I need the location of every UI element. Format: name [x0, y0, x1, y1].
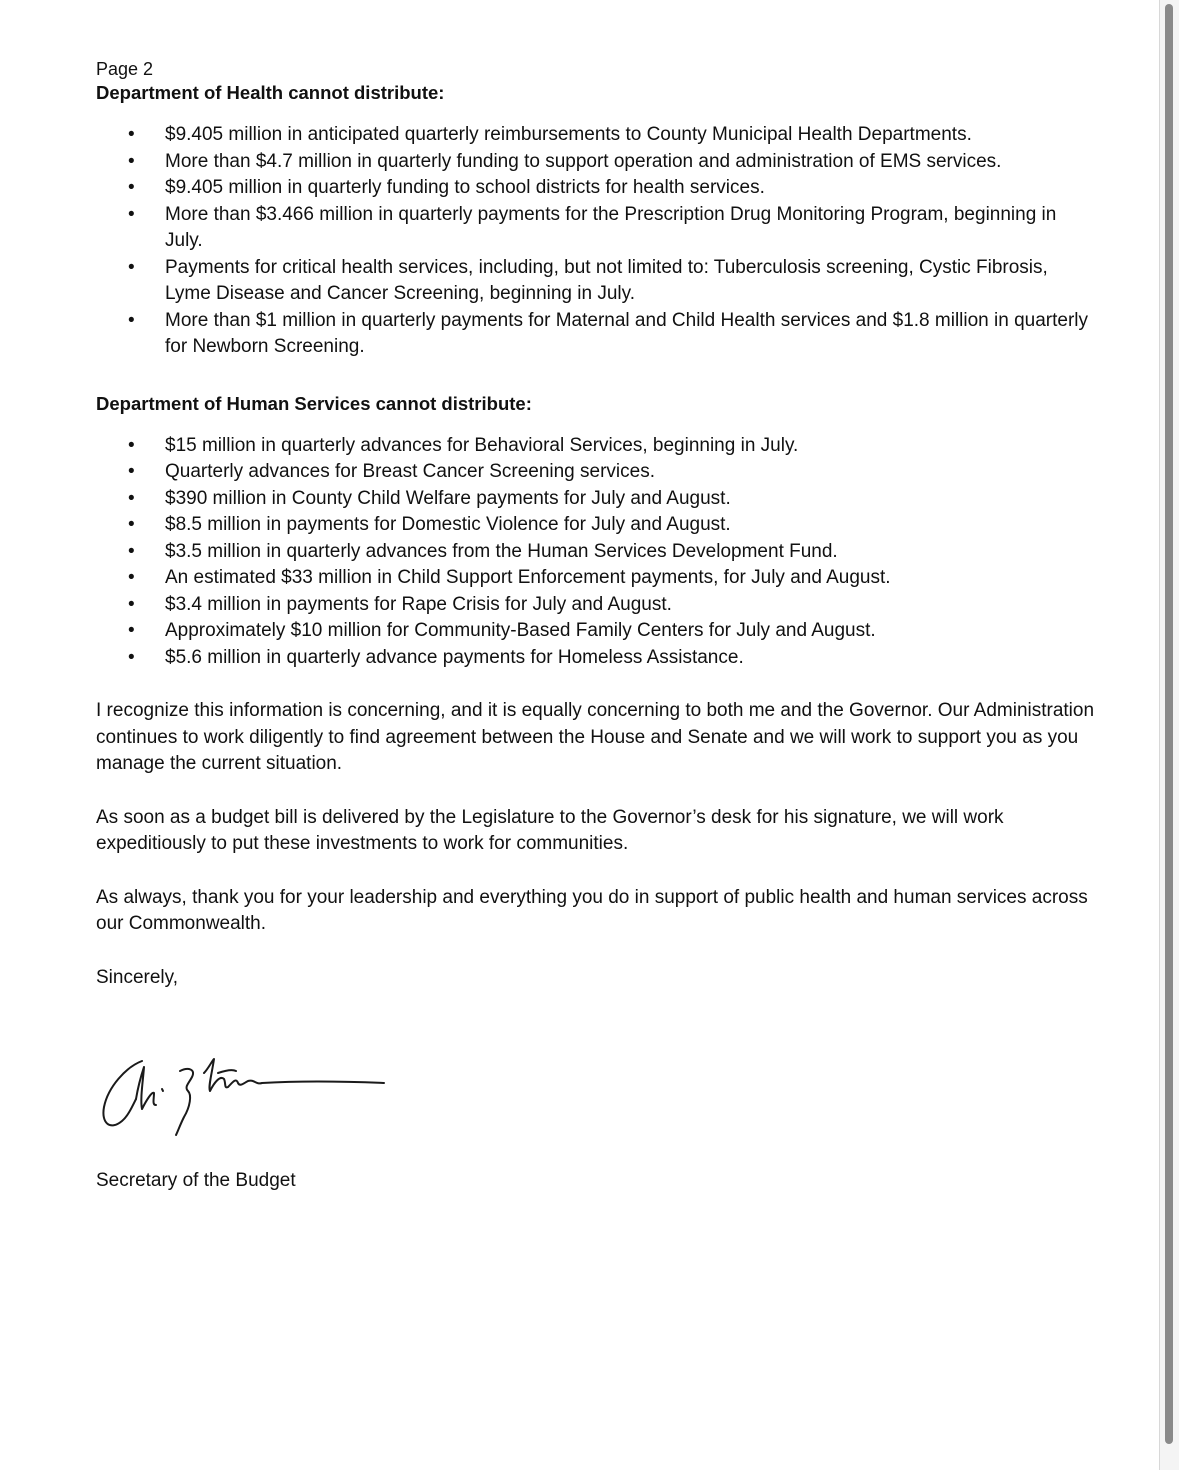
list-item: • Approximately $10 million for Community-Based Family Centers for July and August.: [96, 618, 1096, 645]
handwritten-signature-icon: [96, 1047, 396, 1142]
scrollbar-thumb[interactable]: [1165, 4, 1173, 1444]
thanks-paragraph: As always, thank you for your leadership and everything you do in support of public health and human services across our Commonwealth.: [96, 886, 1088, 934]
closing-salutation: Sincerely,: [96, 966, 179, 988]
health-section-heading: Department of Health cannot distribute:: [96, 82, 445, 103]
list-item: • Payments for critical health services, including, but not limited to: Tuberculosis screening, Cystic Fibrosis, Lyme Disease and Cancer Screening, beginning in July.: [96, 255, 1096, 308]
list-item: • $390 million in County Child Welfare payments for July and August.: [96, 486, 1096, 513]
letter-body: [96, 57, 1096, 991]
list-item: • $8.5 million in payments for Domestic Violence for July and August.: [96, 512, 1096, 539]
list-item: • $3.4 million in payments for Rape Crisis for July and August.: [96, 592, 1096, 619]
list-item: • More than $3.466 million in quarterly payments for the Prescription Drug Monitoring Program, beginning in July.: [96, 202, 1096, 255]
concern-paragraph: I recognize this information is concerning, and it is equally concerning to both me and the Governor. Our Administration continues to work diligently to find agreement between the House and Senate and we will work to support you as you manage the current situation.: [96, 700, 1095, 774]
list-item: • $5.6 million in quarterly advance payments for Homeless Assistance.: [96, 645, 1096, 672]
budget-bill-paragraph: As soon as a budget bill is delivered by the Legislature to the Governor’s desk for his signature, we will work expeditiously to put these investments to work for communities.: [96, 806, 1004, 854]
vertical-scrollbar[interactable]: [1159, 0, 1179, 1470]
list-item: • $15 million in quarterly advances for Behavioral Services, beginning in July.: [96, 433, 1096, 460]
human-services-section-heading: Department of Human Services cannot distribute:: [96, 392, 532, 414]
human-services-bullet-list: [96, 433, 1096, 672]
list-item: • More than $1 million in quarterly payments for Maternal and Child Health services and $1.8 million in quarterly for Newborn Screening.: [96, 308, 1096, 361]
signer-title: Secretary of the Budget: [96, 1170, 296, 1191]
list-item: • Quarterly advances for Breast Cancer Screening services.: [96, 459, 1096, 486]
list-item: • $9.405 million in anticipated quarterly reimbursements to County Municipal Health Departments.: [96, 122, 1096, 149]
page-number-label: Page 2: [96, 59, 154, 79]
list-item: • More than $4.7 million in quarterly funding to support operation and administration of EMS services.: [96, 149, 1096, 176]
list-item: • $9.405 million in quarterly funding to school districts for health services.: [96, 175, 1096, 202]
list-item: • $3.5 million in quarterly advances from the Human Services Development Fund.: [96, 539, 1096, 566]
health-bullet-list: [96, 122, 1096, 361]
list-item: • An estimated $33 million in Child Support Enforcement payments, for July and August.: [96, 565, 1096, 592]
